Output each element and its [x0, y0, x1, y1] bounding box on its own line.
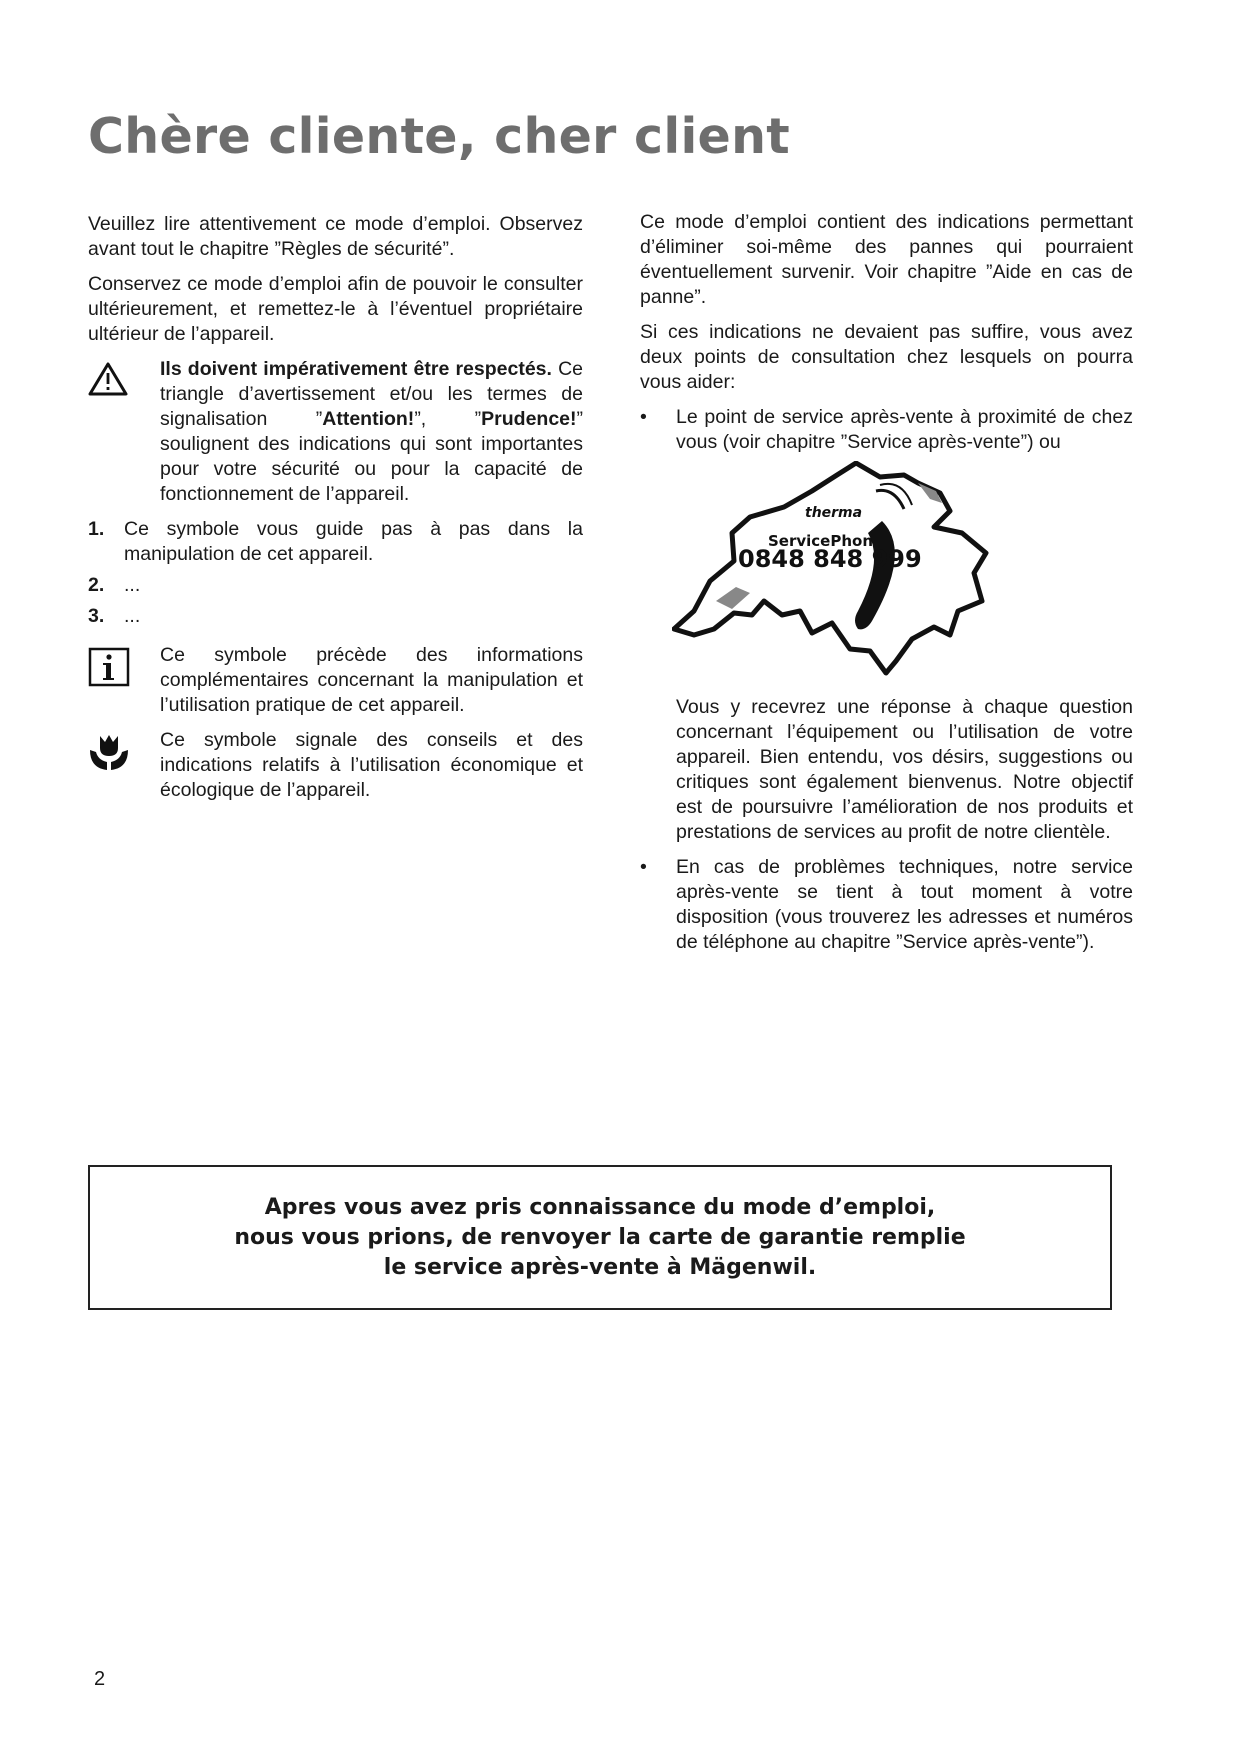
step-item	[88, 604, 583, 629]
service-response-paragraph: Vous y recevrez une réponse à chaque question concernant l’équipement ou l’utilisation de votre appareil. Bien entendu, vos désirs, suggestions ou critiques sont également bienvenus. Notre objectif est de poursuivre l’amélioration de nos produits et prestations de services au profit de notre clientèle.	[676, 696, 1133, 843]
brand-logo: therma	[805, 505, 863, 521]
intro-paragraph: Veuillez lire attentivement ce mode d’emploi. Observez avant tout le chapitre ”Règles de sécurité”.	[88, 213, 583, 260]
left-column	[88, 212, 583, 813]
list-item	[640, 855, 1133, 955]
warning-triangle-icon	[88, 357, 160, 404]
eco-text: Ce symbole signale des conseils et des indications relatifs à l’utilisation économique et écologique de l’appareil.	[160, 729, 583, 801]
servicephon-logo	[672, 461, 992, 683]
servicephon-label: ServicePhon	[768, 532, 874, 550]
eco-flower-icon	[88, 728, 160, 779]
eco-block	[88, 728, 583, 803]
bullet-text: En cas de problèmes techniques, notre service après-vente se tient à tout moment à votre disposition (vous trouverez les adresses et numéros de téléphone au chapitre ”Service après-vente”).	[676, 856, 1133, 953]
bullet-text: Le point de service après-vente à proximité de chez vous (voir chapitre ”Service après-vente”) ou	[676, 406, 1133, 453]
step-item	[88, 517, 583, 567]
step-text: ...	[124, 574, 141, 596]
warning-block	[88, 357, 583, 507]
keep-manual-paragraph: Conservez ce mode d’emploi afin de pouvoir le consulter ultérieurement, et remettez-le à l’éventuel propriétaire ultérieur de l’appareil.	[88, 273, 583, 345]
prudence-term: Prudence!	[481, 408, 577, 430]
step-number: 3.	[88, 605, 105, 627]
notice-line: nous vous prions, de renvoyer la carte de garantie remplie	[234, 1224, 966, 1250]
warning-text	[160, 357, 583, 507]
step-text: Ce symbole vous guide pas à pas dans la manipulation de cet appareil.	[124, 518, 583, 565]
attention-term: Attention!	[322, 408, 415, 430]
info-block	[88, 643, 583, 718]
servicephon-number: 0848 848 999	[738, 545, 922, 573]
step-number: 1.	[88, 518, 105, 540]
troubleshooting-paragraph: Ce mode d’emploi contient des indications permettant d’éliminer soi-même des pannes qui pourraient éventuellement survenir. Voir chapitre ”Aide en cas de panne”.	[640, 211, 1133, 308]
consultation-paragraph: Si ces indications ne devaient pas suffire, vous avez deux points de consultation chez lesquels on pourra vous aider:	[640, 321, 1133, 393]
list-item	[640, 405, 1133, 455]
info-icon	[88, 643, 160, 694]
step-text: ...	[124, 605, 141, 627]
warning-text-c: ” soulignent des indications qui sont importantes pour votre sécurité ou pour la capacité de fonctionnement de l’appareil.	[160, 408, 584, 505]
info-text: Ce symbole précède des informations complémentaires concernant la manipulation et l’utilisation pratique de cet appareil.	[160, 644, 583, 716]
page-number: 2	[94, 1668, 106, 1690]
notice-line: le service après-vente à Mägenwil.	[383, 1254, 817, 1280]
bullet: •	[640, 856, 647, 878]
notice-line: Apres vous avez pris connaissance du mode d’emploi,	[264, 1194, 936, 1220]
warning-text-a: Ce triangle d’avertissement et/ou les termes de signalisation ”	[160, 358, 583, 430]
page-title: Chère cliente, cher client	[88, 108, 790, 165]
step-item	[88, 573, 583, 598]
warranty-notice-box	[88, 1165, 1112, 1310]
right-column	[640, 210, 1133, 965]
warning-text-b: ”, ”	[414, 408, 482, 430]
warning-heading: Ils doivent impérativement être respectés.	[160, 358, 552, 380]
bullet: •	[640, 406, 647, 428]
step-number: 2.	[88, 574, 105, 596]
